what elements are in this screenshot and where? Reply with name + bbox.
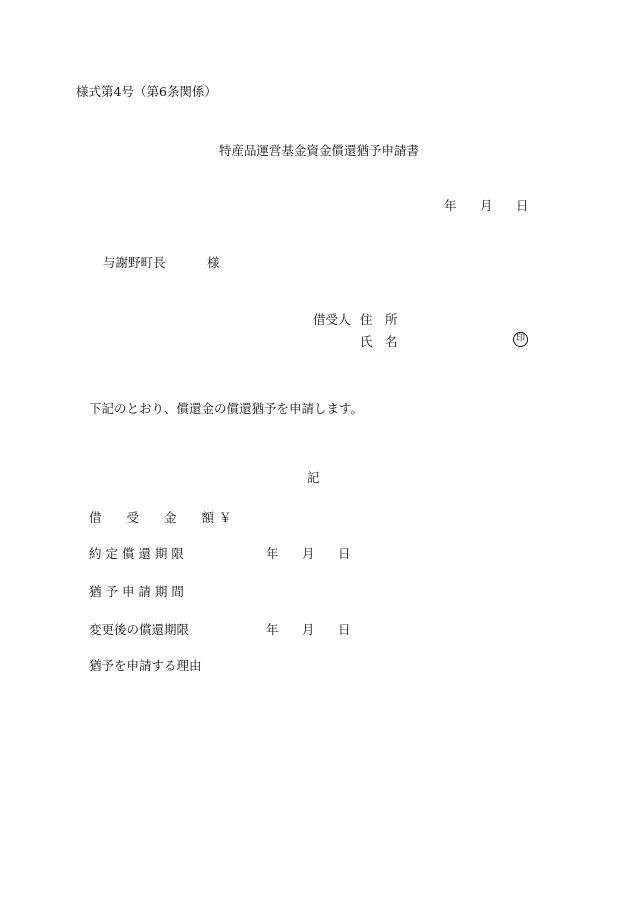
date-month-label: 月 — [480, 198, 493, 213]
ki-heading: 記 — [307, 470, 320, 485]
grace-period-label: 猶 予 申 請 期 間 — [89, 584, 184, 599]
agreed-day-label: 日 — [338, 546, 351, 561]
changed-year-label: 年 — [266, 622, 279, 637]
borrower-address-label: 住 所 — [360, 312, 398, 327]
document-title: 特産品運営基金資金償還猶予申請書 — [219, 143, 420, 158]
agreed-month-label: 月 — [302, 546, 315, 561]
yen-sign: ￥ — [219, 510, 232, 525]
form-number: 様式第4号（第6条関係） — [76, 84, 217, 99]
borrower-label: 借受人 — [313, 312, 351, 327]
borrowed-amount-label: 借 受 金 額 — [89, 510, 215, 525]
date-year-label: 年 — [444, 198, 457, 213]
changed-period-label: 変更後の償還期限 — [89, 622, 190, 637]
intro-text: 下記のとおり、償還金の償還猶予を申請します。 — [89, 401, 364, 416]
addressee-honorific: 様 — [207, 255, 220, 270]
addressee-name: 与謝野町長 — [103, 255, 166, 270]
seal-mark: 印 — [513, 332, 528, 347]
changed-day-label: 日 — [338, 622, 351, 637]
date-day-label: 日 — [516, 198, 529, 213]
changed-month-label: 月 — [302, 622, 315, 637]
agreed-year-label: 年 — [266, 546, 279, 561]
agreed-period-label: 約 定 償 還 期 限 — [89, 546, 184, 561]
reason-label: 猶予を申請する理由 — [89, 658, 202, 673]
borrower-name-label: 氏 名 — [360, 334, 398, 349]
